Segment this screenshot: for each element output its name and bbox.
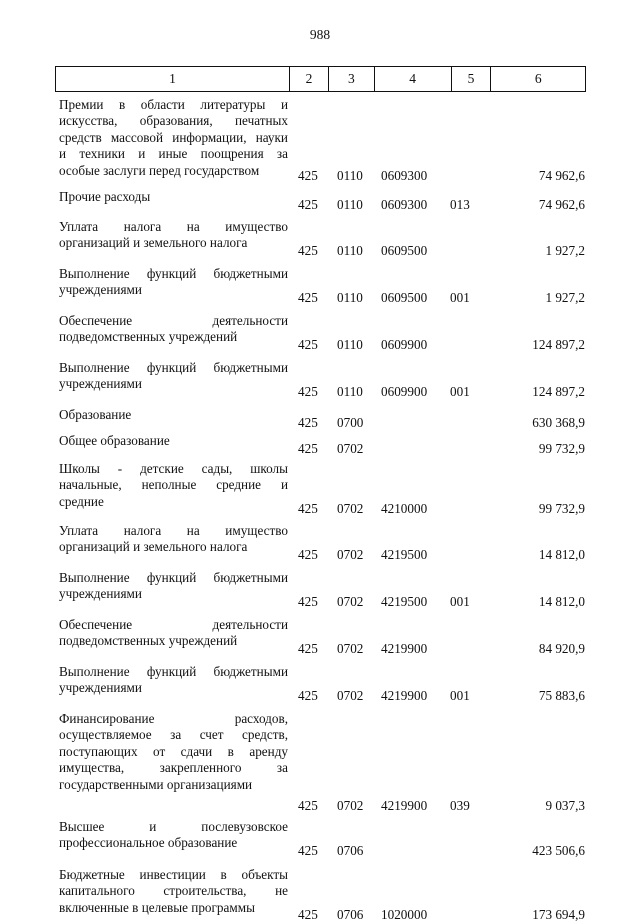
row-c5-value: 001: [450, 687, 470, 703]
row-c2-value: 425: [298, 687, 318, 703]
description-line: Образование: [59, 407, 132, 422]
description-line: Уплата налога на имущество: [59, 219, 288, 234]
description-line: Премии в области литературы и: [59, 97, 288, 112]
row-description: [59, 189, 288, 205]
description-line: особые заслуги перед государством: [59, 162, 260, 178]
description-line: средние: [59, 493, 104, 509]
row-c4-value: 0609500: [381, 242, 428, 258]
row-description: [59, 433, 288, 449]
row-c3-value: 0702: [337, 440, 364, 456]
row-c4-value: 0609900: [381, 383, 428, 399]
table-row: [0, 617, 640, 657]
row-c6-value: 630 368,9: [532, 414, 585, 430]
table-row: [0, 664, 640, 704]
row-c3-value: 0700: [337, 414, 364, 430]
description-line: Общее образование: [59, 433, 170, 448]
row-c6-value: 124 897,2: [532, 336, 585, 352]
row-c6-value: 1 927,2: [545, 289, 585, 305]
row-c5-value: 013: [450, 196, 470, 212]
row-c2-value: 425: [298, 289, 318, 305]
description-line: Школы - детские сады, школы: [59, 461, 288, 476]
description-line: Бюджетные инвестиции в объекты: [59, 867, 288, 882]
row-c3-value: 0110: [337, 242, 363, 258]
header-col-1: 1: [169, 71, 176, 86]
description-line: подведомственных учреждений: [59, 633, 238, 649]
row-c6-value: 75 883,6: [538, 687, 585, 703]
row-description: [59, 523, 288, 556]
header-col-6: 6: [490, 67, 585, 91]
description-line: государственными организациями: [59, 776, 253, 792]
description-line: подведомственных учреждений: [59, 329, 238, 345]
row-c2-value: 425: [298, 196, 318, 212]
description-line: имущества, закрепленного за: [59, 760, 288, 776]
page-number: 988: [309, 27, 331, 42]
row-c2-value: 425: [298, 440, 318, 456]
row-c2-value: 425: [298, 167, 318, 183]
table-body: [0, 97, 640, 923]
description-line: Прочие расходы: [59, 189, 151, 204]
row-c2-value: 425: [298, 797, 318, 813]
table-row: [0, 867, 640, 923]
row-c4-value: 0609300: [381, 167, 428, 183]
description-line: Обеспечение деятельности: [59, 617, 288, 632]
table-row: [0, 461, 640, 517]
row-c4-value: 0609900: [381, 336, 428, 352]
description-line: осуществляемое за счет средств,: [59, 727, 288, 743]
row-c3-value: 0110: [337, 383, 363, 399]
row-c6-value: 14 812,0: [538, 593, 585, 609]
row-c6-value: 74 962,6: [538, 167, 585, 183]
row-c5-value: 039: [450, 797, 470, 813]
table-row: [0, 97, 640, 184]
row-c6-value: 173 694,9: [532, 906, 585, 922]
row-c6-value: 423 506,6: [532, 842, 585, 858]
description-line: организаций и земельного налога: [59, 235, 248, 251]
description-line: Уплата налога на имущество: [59, 523, 288, 538]
row-c3-value: 0702: [337, 546, 364, 562]
description-line: Выполнение функций бюджетными: [59, 266, 288, 281]
row-c2-value: 425: [298, 336, 318, 352]
row-c2-value: 425: [298, 242, 318, 258]
row-description: [59, 266, 288, 299]
description-line: учреждениями: [59, 282, 142, 298]
row-c6-value: 1 927,2: [545, 242, 585, 258]
description-line: начальные, неполные средние и: [59, 477, 288, 493]
row-c3-value: 0702: [337, 797, 364, 813]
table-row: [0, 711, 640, 814]
row-description: [59, 97, 288, 179]
table-row: [0, 523, 640, 563]
row-c2-value: 425: [298, 842, 318, 858]
table-row: [0, 219, 640, 259]
row-c3-value: 0110: [337, 196, 363, 212]
row-c6-value: 14 812,0: [538, 546, 585, 562]
description-line: капитального строительства, не: [59, 883, 288, 899]
row-description: [59, 360, 288, 393]
row-description: [59, 407, 288, 423]
description-line: учреждениями: [59, 586, 142, 602]
header-col-5: 5: [451, 67, 491, 91]
row-description: [59, 664, 288, 697]
header-col-4: 4: [374, 67, 451, 91]
row-c5-value: 001: [450, 383, 470, 399]
row-description: [59, 313, 288, 346]
description-line: профессиональное образование: [59, 835, 238, 851]
row-description: [59, 570, 288, 603]
table-row: [0, 313, 640, 353]
table-row: [0, 360, 640, 400]
header-col-2: 2: [289, 67, 328, 91]
row-c2-value: 425: [298, 500, 318, 516]
row-c6-value: 99 732,9: [538, 500, 585, 516]
row-c3-value: 0706: [337, 906, 364, 922]
row-c4-value: 4219900: [381, 797, 428, 813]
row-description: [59, 219, 288, 252]
description-line: Выполнение функций бюджетными: [59, 570, 288, 585]
row-c3-value: 0702: [337, 640, 364, 656]
row-description: [59, 819, 288, 852]
description-line: и техники и иные поощрения за: [59, 146, 288, 162]
description-line: организаций и земельного налога: [59, 539, 248, 555]
row-c4-value: 4219900: [381, 687, 428, 703]
row-c4-value: 1020000: [381, 906, 428, 922]
row-c4-value: 4210000: [381, 500, 428, 516]
row-description: [59, 867, 288, 916]
row-c6-value: 74 962,6: [538, 196, 585, 212]
row-c2-value: 425: [298, 546, 318, 562]
row-c4-value: 4219500: [381, 593, 428, 609]
table-row: [0, 570, 640, 610]
row-c3-value: 0110: [337, 289, 363, 305]
table-row: [0, 819, 640, 859]
row-description: [59, 461, 288, 510]
table-row: [0, 407, 640, 431]
row-c4-value: 4219900: [381, 640, 428, 656]
row-c5-value: 001: [450, 289, 470, 305]
table-row: [0, 433, 640, 457]
row-c2-value: 425: [298, 414, 318, 430]
description-line: средств массовой информации, науки: [59, 129, 288, 145]
row-c6-value: 9 037,3: [545, 797, 585, 813]
description-line: Выполнение функций бюджетными: [59, 360, 288, 375]
description-line: Выполнение функций бюджетными: [59, 664, 288, 679]
table-row: [0, 189, 640, 213]
row-description: [59, 711, 288, 793]
description-line: Финансирование расходов,: [59, 711, 288, 726]
row-c4-value: 0609300: [381, 196, 428, 212]
row-c2-value: 425: [298, 593, 318, 609]
row-c3-value: 0110: [337, 336, 363, 352]
row-c3-value: 0702: [337, 687, 364, 703]
row-c2-value: 425: [298, 906, 318, 922]
row-c3-value: 0702: [337, 500, 364, 516]
description-line: включенные в целевые программы: [59, 899, 255, 915]
row-c3-value: 0110: [337, 167, 363, 183]
header-col-3: 3: [328, 67, 374, 91]
description-line: учреждениями: [59, 680, 142, 696]
description-line: Обеспечение деятельности: [59, 313, 288, 328]
row-c4-value: 0609500: [381, 289, 428, 305]
row-description: [59, 617, 288, 650]
description-line: Высшее и послевузовское: [59, 819, 288, 834]
description-line: учреждениями: [59, 376, 142, 392]
row-c2-value: 425: [298, 383, 318, 399]
description-line: искусства, образования, печатных: [59, 113, 288, 129]
description-line: поступающих от сдачи в аренду: [59, 743, 288, 759]
row-c6-value: 99 732,9: [538, 440, 585, 456]
table-row: [0, 266, 640, 306]
row-c3-value: 0702: [337, 593, 364, 609]
row-c2-value: 425: [298, 640, 318, 656]
row-c6-value: 124 897,2: [532, 383, 585, 399]
row-c4-value: 4219500: [381, 546, 428, 562]
table-header: [55, 66, 586, 92]
row-c5-value: 001: [450, 593, 470, 609]
row-c6-value: 84 920,9: [538, 640, 585, 656]
row-c3-value: 0706: [337, 842, 364, 858]
